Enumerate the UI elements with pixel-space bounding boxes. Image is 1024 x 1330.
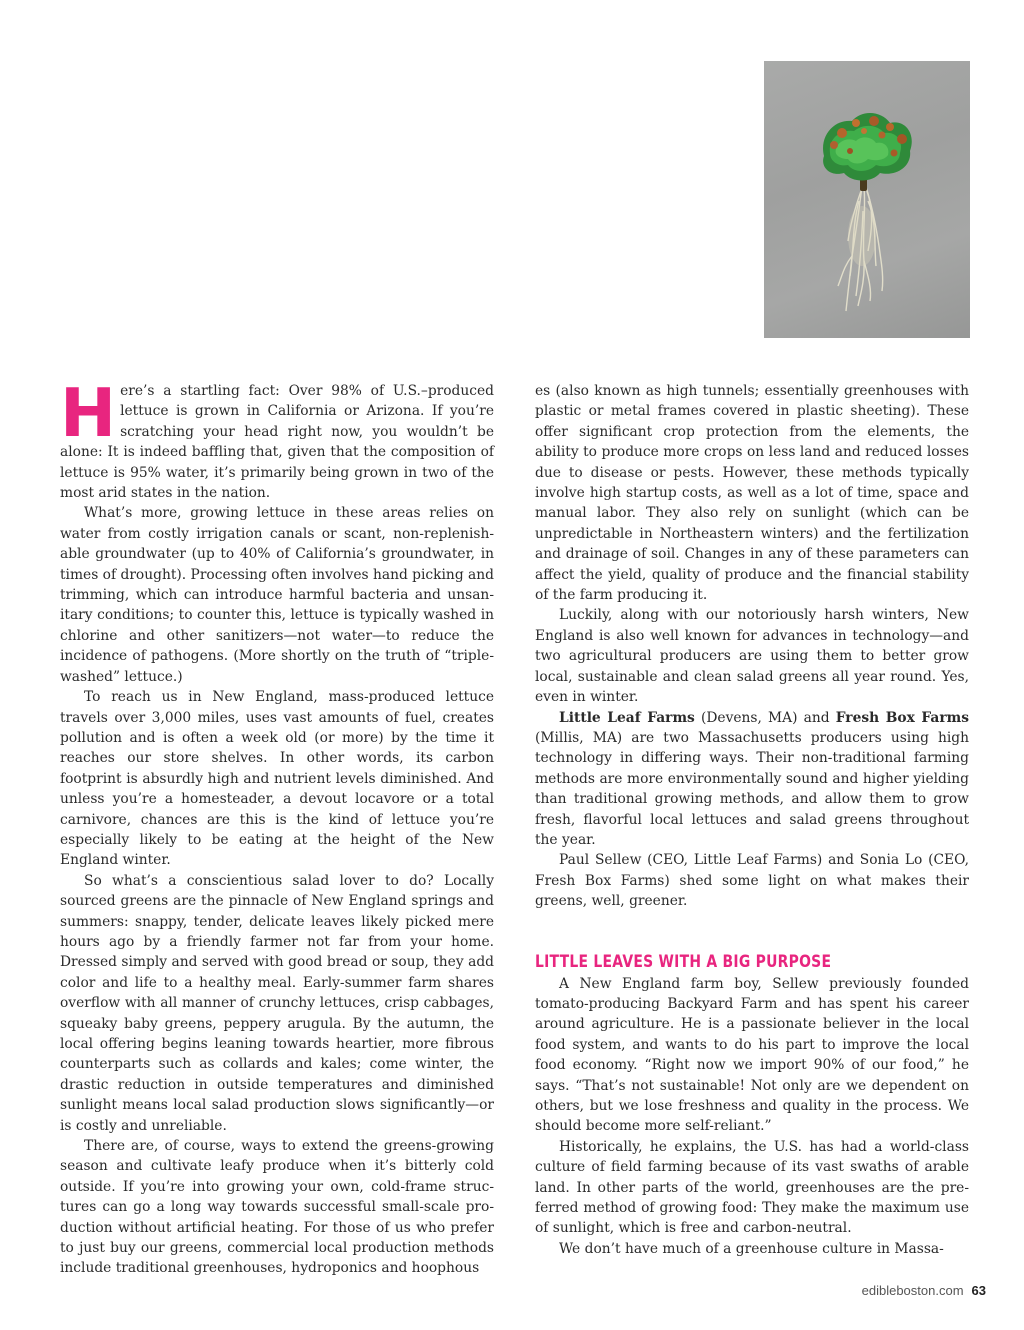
footer-site: edibleboston.com — [861, 1283, 964, 1298]
farm-name-little-leaf: Little Leaf Farms — [559, 709, 695, 726]
body-paragraph: We don’t have much of a greenhouse culture in Massa- — [559, 1240, 944, 1257]
intro-text: ere’s a startling fact: Over 98% of U.S.–produced lettuce is grown in California or Arizona. If you’re scratching your head right now, you wouldn’t be alone: It is indeed baffling that, given that the composition of lettuce is 95% water, it’s primarily being grown in two of the most arid states in the nation. — [60, 383, 494, 502]
section-subhead: LITTLE LEAVES WITH A BIG PURPOSE — [535, 951, 832, 972]
inline-text: (Devens, MA) and — [694, 709, 836, 726]
page-number: 63 — [971, 1283, 986, 1298]
body-paragraph: There are, of course, ways to extend the greens-growing season and cultivate leafy produce when it’s bitterly cold outside. If you’re into growing your own, cold-frame structures can go a long way towards successful small-scale production without artificial heating. For those of us who prefer to just buy our greens, commercial local production methods include traditional greenhouses, hydroponics and hoophous — [60, 1138, 494, 1277]
page-footer — [862, 1283, 986, 1298]
body-paragraph: es (also known as high tunnels; essentially greenhouses with plastic or metal frames covered in plastic sheeting). These offer significant crop protection from the elements, the ability to produce more crops on less land and reduced losses due to disease or pests. However, these methods typically involve high startup costs, as well as a lot of time, space and manual labor. They also rely on sunlight (which can be unpredictable in Northeastern winters) and the fertilization and drainage of soil. Changes in any of these parameters can affect the yield, quality of produce and the financial stability of the farm producing it. — [535, 383, 969, 604]
farm-name-fresh-box: Fresh Box Farms — [835, 709, 969, 726]
body-paragraph: Historically, he explains, the U.S. has had a world-class culture of field farming because of its vast swaths of arable land. In other parts of the world, greenhouses are the preferred method of growing food: They make the maximum use of sunlight, which is free and carbon-neutral. — [535, 1138, 969, 1237]
left-column — [60, 374, 494, 1279]
body-paragraph: Paul Sellew (CEO, Little Leaf Farms) and Sonia Lo (CEO, Fresh Box Farms) shed some light on what makes their greens, well, greener. — [535, 852, 969, 910]
inline-text: (Millis, MA) are two Massachusetts producers using high technology in differing ways. Their non-traditional farming methods are more environmentally sound and higher yielding than traditional growing methods, and allow them to grow fresh, flavorful local lettuces and salad greens throughout the year. — [535, 729, 969, 848]
body-paragraph: Luckily, along with our notoriously harsh winters, New England is also well known for advances in technology—and two agricultural producers are using them to better grow local, sustainable and clean salad greens all year round. Yes, even in winter. — [535, 607, 969, 706]
drop-cap: H — [60, 374, 117, 452]
body-paragraph: To reach us in New England, mass-produced lettuce travels over 3,000 miles, uses vast amounts of fuel, creates pollution and is often a week old (or more) by the time it reaches our store shelves. In other words, its carbon footprint is absurdly high and nutrient levels diminished. And unless you’re a homesteader, a devout locavore or a total carnivore, chances are this is the kind of lettuce you’re especially likely to be eating at the height of the New England winter. — [60, 689, 494, 869]
body-paragraph: What’s more, growing lettuce in these areas relies on water from costly irrigation canals or scant, non-replenishable groundwater (up to 40% of California’s groundwater, in times of drought). Processing often involves hand picking and trimming, which can introduce harmful bacteria and unsanitary conditions; to counter this, lettuce is typically washed in chlorine and other sanitizers—not water—to reduce the incidence of pathogens. (More shortly on the truth of “triple-washed” lettuce.) — [60, 505, 494, 685]
leaves — [823, 113, 912, 181]
lettuce-illustration — [764, 61, 970, 338]
body-paragraph: A New England farm boy, Sellew previously founded tomato-producing Backyard Farm and has spent his career around agriculture. He is a passionate believer in the local food system, and wants to do his part to improve the local food economy. “Right now we import 90% of our food,” he says. “That’s not sustainable! Not only are we dependent on others, but we lose freshness and quality in the process. We should become more self-reliant.” — [535, 975, 969, 1135]
lettuce-photo — [764, 61, 970, 338]
body-paragraph: So what’s a conscientious salad lover to do? Locally sourced greens are the pinnacle of New England springs and summers: snappy, tender, delicate leaves likely picked mere hours ago by a friendly farmer not far from your home. Dressed simply and served with good bread or soup, they add color and life to a healthy meal. Early-summer farm shares overflow with all manner of crunchy lettuces, crisp cabbages, squeaky baby greens, peppery arugula. By the autumn, the local offering begins leaning towards heartier, more fibrous counterparts such as collards and kales; come winter, the drastic reduction in outside temperatures and diminished sunlight means local salad production slows significantly—or is costly and unreliable. — [60, 872, 494, 1134]
right-column — [535, 381, 969, 1259]
intro-paragraph — [60, 374, 494, 503]
body-paragraph — [535, 708, 969, 851]
